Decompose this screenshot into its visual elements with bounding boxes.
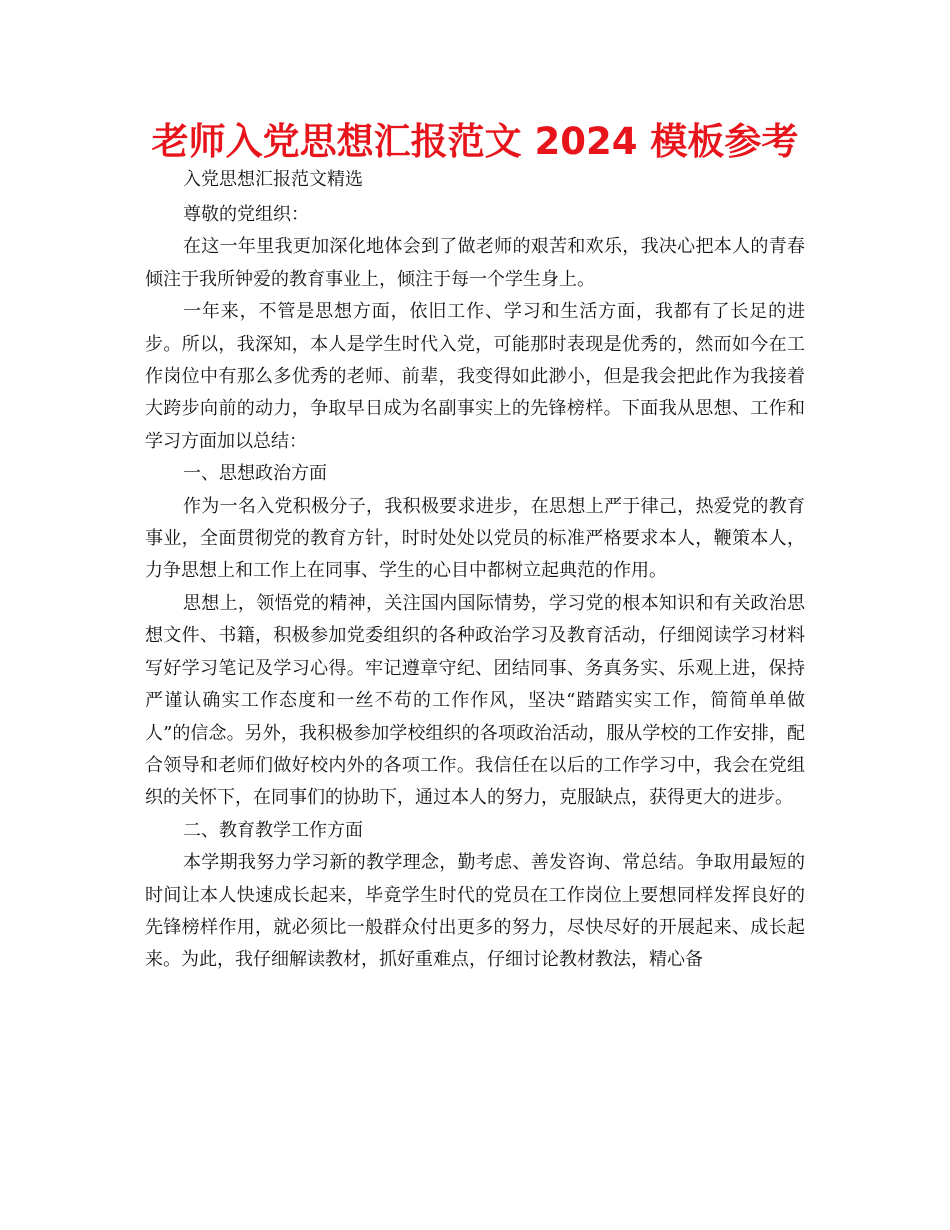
paragraph: 思想上，领悟党的精神，关注国内国际情势，学习党的根本知识和有关政治思想文件、书籍，积极参加党委组织的各种政治学习及教育活动，仔细阅读学习材料写好学习笔记及学习心得。牢记遵章守纪、团结同事、务真务实、乐观上进，保持严谨认确实工作态度和一丝不苟的工作作风，坚决“踏踏实实工作，简简单单做人”的信念。另外，我积极参加学校组织的各项政治活动，服从学校的工作安排，配合领导和老师们做好校内外的各项工作。我信任在以后的工作学习中，我会在党组织的关怀下，在同事们的协助下，通过本人的努力，克服缺点，获得更大的进步。	[145, 592, 805, 809]
section-heading: 二、教育教学工作方面	[183, 819, 363, 841]
document-body	[145, 165, 805, 977]
paragraph: 本学期我努力学习新的教学理念，勤考虑、善发咨询、常总结。争取用最短的时间让本人快速成长起来，毕竟学生时代的党员在工作岗位上要想同样发挥良好的先锋榜样作用，就必须比一般群众付出更多的努力，尽快尽好的开展起来、成长起来。为此，我仔细解读教材，抓好重难点，仔细讨论教材教法，精心备	[145, 852, 805, 971]
section-heading: 一、思想政治方面	[183, 463, 327, 485]
paragraph: 作为一名入党积极分子，我积极要求进步，在思想上严于律己，热爱党的教育事业，全面贯彻党的教育方针，时时处处以党员的标准严格要求本人，鞭策本人，力争思想上和工作上在同事、学生的心目中都树立起典范的作用。	[145, 495, 805, 582]
document-title: 老师入党思想汇报范文 2024 模板参考	[151, 120, 799, 163]
paragraph: 在这一年里我更加深化地体会到了做老师的艰苦和欢乐，我决心把本人的青春倾注于我所钟爱的教育事业上，倾注于每一个学生身上。	[145, 236, 805, 290]
paragraph-salutation: 尊敬的党组织：	[183, 204, 309, 225]
paragraph: 一年来，不管是思想方面，依旧工作、学习和生活方面，我都有了长足的进步。所以，我深知，本人是学生时代入党，可能那时表现是优秀的，然而如今在工作岗位中有那么多优秀的老师、前辈，我变得如此渺小，但是我会把此作为我接着大跨步向前的动力，争取早日成为名副事实上的先锋榜样。下面我从思想、工作和学习方面加以总结：	[145, 301, 805, 452]
paragraph-subtitle: 入党思想汇报范文精选	[183, 169, 363, 190]
